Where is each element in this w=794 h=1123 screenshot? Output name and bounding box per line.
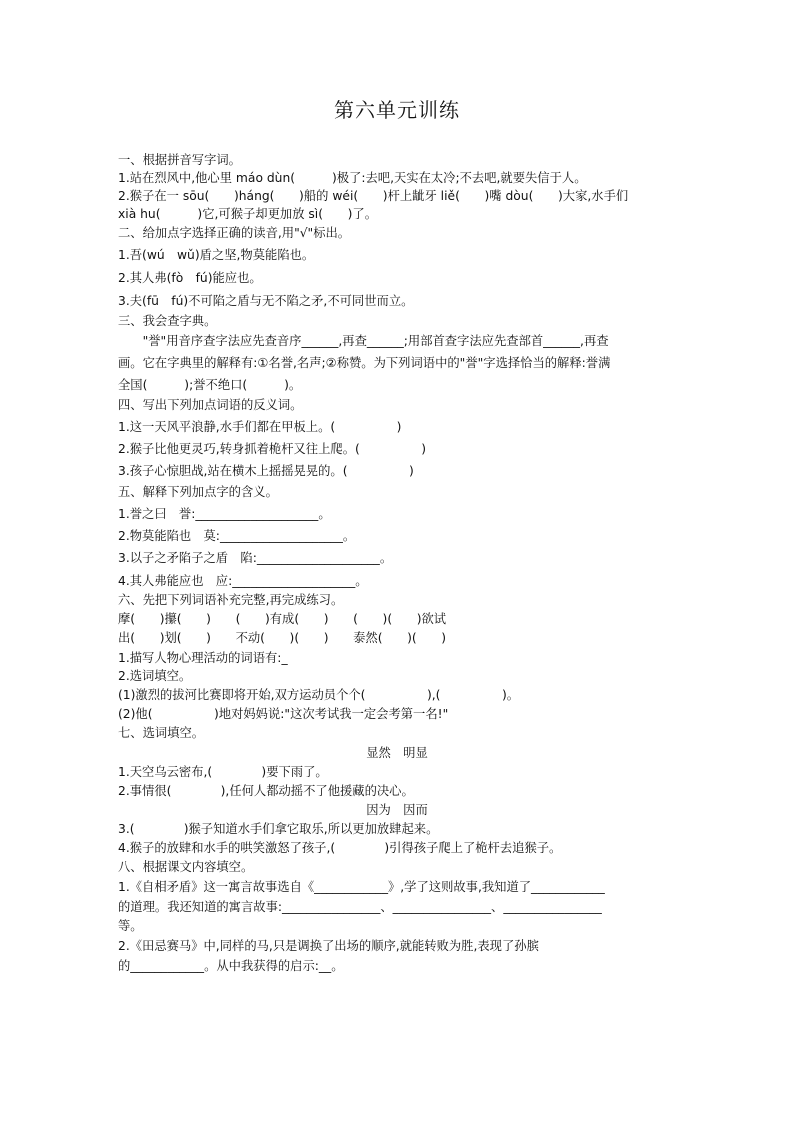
section-5-heading: 五、解释下列加点字的含义。: [118, 485, 278, 499]
q4-3: 3.孩子心惊胆战,站在横木上摇摇晃晃的。( ): [118, 464, 414, 478]
q5-2: 2.物莫能陷也 莫:____________________。: [118, 529, 356, 543]
section-1-heading: 一、根据拼音写字词。: [118, 153, 241, 167]
q1-2-cont: xià hu( )它,可猴子却更加放 sì( )了。: [118, 207, 378, 221]
section-7-heading: 七、选词填空。: [118, 726, 205, 740]
q6-2-2: (2)他( )地对妈妈说:"这次考试我一定会考第一名!": [118, 707, 449, 721]
q3-para-3: 全国( );誉不绝口( )。: [118, 378, 302, 392]
section-8-heading: 八、根据课文内容填空。: [118, 860, 254, 874]
q6-words-row-2: 出( )划( ) 不动( )( ) 泰然( )( ): [118, 631, 447, 645]
q8-2: 2.《田忌赛马》中,同样的马,只是调换了出场的顺序,就能转败为胜,表现了孙膑: [118, 939, 539, 953]
q4-1: 1.这一天风平浪静,水手们都在甲板上。( ): [118, 420, 402, 434]
q7-2: 2.事情很( ),任何人都动摇不了他援藏的决心。: [118, 784, 414, 798]
q6-2-1: (1)激烈的拔河比赛即将开始,双方运动员个个( ),( )。: [118, 688, 520, 702]
q2-2: 2.其人弗(fò fú)能应也。: [118, 271, 262, 285]
q6-2: 2.选词填空。: [118, 669, 192, 683]
q6-1: 1.描写人物心理活动的词语有:_: [118, 651, 288, 665]
page-title: 第六单元训练: [334, 98, 460, 122]
q6-words-row-1: 摩( )攥( ) ( )有成( ) ( )( )欲试: [118, 612, 447, 626]
word-choice-2: 因为 因而: [366, 803, 428, 817]
section-3-heading: 三、我会查字典。: [118, 314, 217, 328]
section-4-heading: 四、写出下列加点词语的反义词。: [118, 398, 303, 412]
q7-1: 1.天空乌云密布,( )要下雨了。: [118, 765, 328, 779]
q5-3: 3.以子之矛陷子之盾 陷:____________________。: [118, 551, 393, 565]
q8-1: 1.《自相矛盾》这一寓言故事选自《____________》,学了这则故事,我知道了____________: [118, 880, 605, 894]
q3-para-2: 画。它在字典里的解释有:①名誉,名声;②称赞。为下列词语中的"誉"字选择恰当的解释:誉满: [118, 356, 611, 370]
q3-para-1: "誉"用音序查字法应先查音序______,再查______;用部首查字法应先查部首______,再查: [118, 334, 609, 348]
q8-2-cont: 的____________。从中我获得的启示:__。: [118, 959, 344, 973]
section-6-heading: 六、先把下列词语补充完整,再完成练习。: [118, 593, 344, 607]
q7-3: 3.( )猴子知道水手们拿它取乐,所以更加放肆起来。: [118, 822, 439, 836]
q2-1: 1.吾(wú wǔ)盾之坚,物莫能陷也。: [118, 248, 315, 262]
q5-1: 1.誉之曰 誉:____________________。: [118, 507, 331, 521]
q2-3: 3.夫(fū fú)不可陷之盾与无不陷之矛,不可同世而立。: [118, 294, 414, 308]
q5-4: 4.其人弗能应也 应:____________________。: [118, 574, 368, 588]
q8-1-cont: 的道理。我还知道的寓言故事:________________、________________、________________: [118, 900, 602, 914]
q4-2: 2.猴子比他更灵巧,转身抓着桅杆又往上爬。( ): [118, 442, 427, 456]
q1-1: 1.站在烈风中,他心里 máo dùn( )极了:去吧,天实在太冷;不去吧,就要失信于人。: [118, 171, 587, 185]
q8-1-end: 等。: [118, 919, 143, 933]
q7-4: 4.猴子的放肆和水手的哄笑激怒了孩子,( )引得孩子爬上了桅杆去追猴子。: [118, 841, 562, 855]
section-2-heading: 二、给加点字选择正确的读音,用"√"标出。: [118, 226, 351, 240]
word-choice-1: 显然 明显: [366, 746, 428, 760]
q1-2: 2.猴子在一 sōu( )háng( )船的 wéi( )杆上龇牙 liě( )嘴 dòu( )大家,水手们: [118, 189, 629, 203]
